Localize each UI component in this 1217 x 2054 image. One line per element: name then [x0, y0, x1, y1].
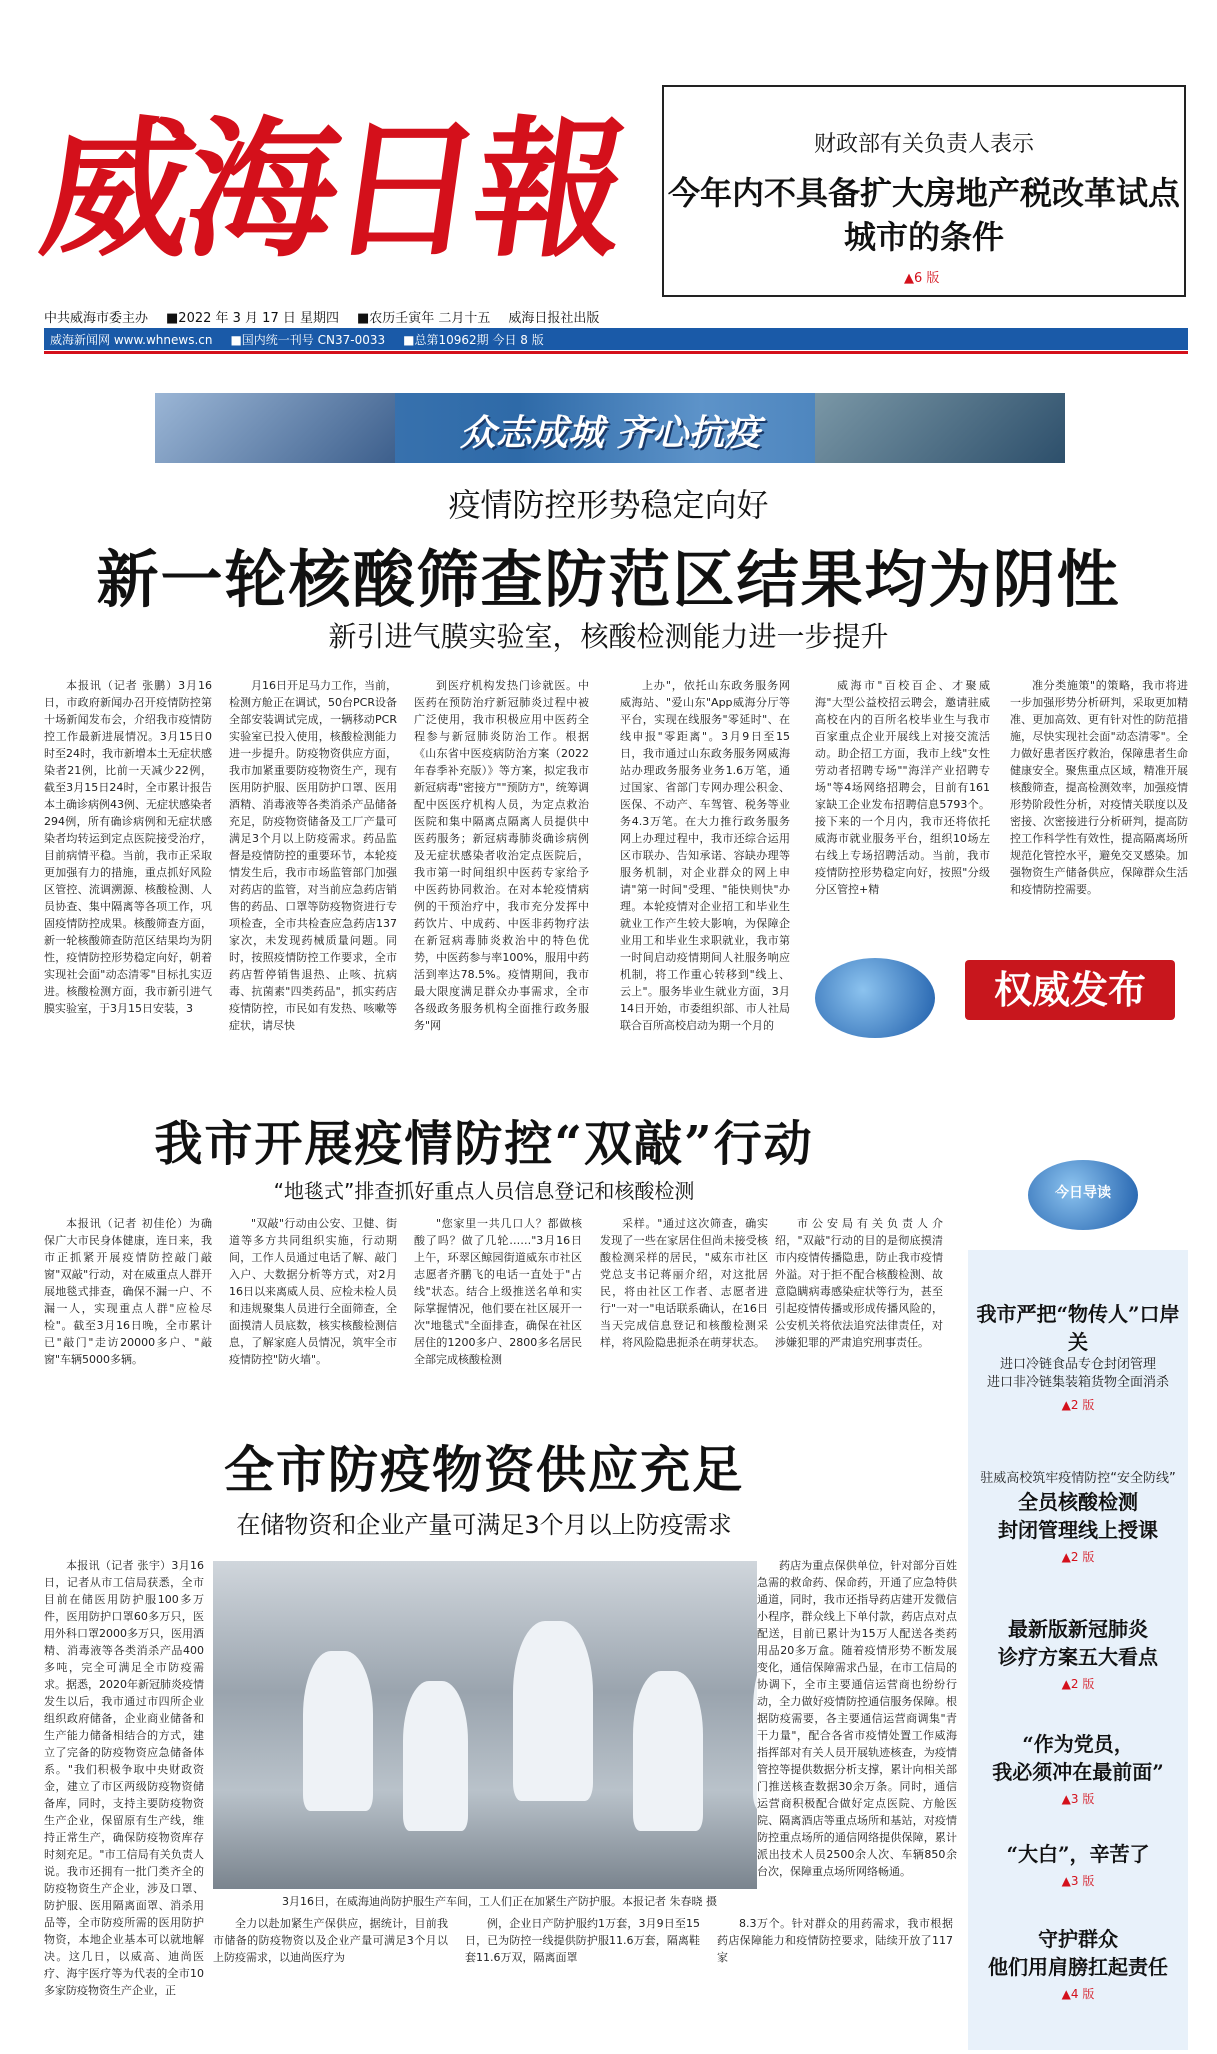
meta-row — [44, 305, 1188, 327]
meta-web[interactable]: 威海新闻网 www.whnews.cn — [50, 332, 213, 347]
sec3-bottom-1: 全力以赴加紧生产保供应，据统计，目前我市储备的防疫物资以及企业产量可满足3个月以上防疫需求，以迪尚医疗为 — [213, 1917, 448, 1964]
teaser-pre: 财政部有关负责人表示 — [813, 132, 1034, 157]
sec2-headline[interactable]: 我市开展疫情防控“双敲”行动 — [154, 1116, 814, 1172]
meta-issue: ■总第10962期 今日 8 版 — [403, 332, 544, 347]
guide-item-2[interactable]: 驻威高校筑牢疫情防控“安全防线” 全员核酸检测 封闭管理线上授课 ▲2 版 — [980, 1471, 1176, 1564]
globe-icon — [815, 958, 935, 1038]
lead-column-4: 上办"，依托山东政务服务网威海站、"爱山东"App威海分厅等平台，实现在线服务"零延时"、在线申报"零距离"。3月9日至15日，我市通过山东政务服务网威海站办理政务服务业务1.6万笔，通过国家、省部门专网办理公积金、医保、不动产、车驾管、税务等业务4.3万笔。在大力推行政务服务网上办理过程中，我市还综合运用区市联办、告知承诺、容缺办理等服务机制，对企业群众的网上申请"第一时间"受理、"能快则快"办理。本轮疫情对企业招工和毕业生就业工作产生较大影响，为保障企业用工和毕业生求职就业，我市第一时间启动疫情期间人社服务响应机制，将工作重心转移到"线上、云上"。服务毕业生就业方面，3月14日开始，市委组织部、市人社局联合百所高校启动为期一个月的 — [620, 679, 790, 1032]
guide-item-4[interactable]: “作为党员， 我必须冲在最前面” ▲3 版 — [992, 1732, 1164, 1806]
sec3-subheadline: 在储物资和企业产量可满足3个月以上防疫需求 — [236, 1511, 732, 1539]
photo-caption: 3月16日，在威海迪尚防护服生产车间，工人们正在加紧生产防护服。本报记者 朱春晓 摄 — [282, 1895, 717, 1908]
lead-column-6: 准分类施策"的策略，我市将进一步加强形势分析研判，采取更加精准、更加高效、更有针对性的防范措施，尽快实现社会面"动态清零"。全力做好患者医疗救治，保障患者生命健康安全。聚焦重点区域，精准开展核酸筛查，提高检测效率，加强疫情形势阶段性分析，对疫情关联度以及密接、次密接进行分析研判，提高防控工作科学性有效性，提高隔离场所规范化管控水平，避免交叉感染。加强物资生产储备供应，保障群众生活和疫情防控需要。 — [1010, 679, 1188, 896]
authority-release-graphic — [815, 938, 1185, 1048]
sec2-column-2: "双敲"行动由公安、卫健、街道等多方共同组织实施，行动期间，工作人员通过电话了解、敲门入户、大数据分析等方式，对2月16日以来离威人员、应检未检人员和违规聚集人员进行全面筛查，全面摸清人员底数，核实核酸检测信息，了解家庭人员情况，筑牢全市疫情防控"防火墙"。 — [229, 1217, 397, 1366]
guide-item-3[interactable]: 最新版新冠肺炎 诊疗方案五大看点 ▲2 版 — [998, 1617, 1158, 1691]
meta-owner: 中共威海市委主办 — [44, 310, 149, 326]
lead-headline[interactable]: 新一轮核酸筛查防范区结果均为阴性 — [96, 543, 1121, 616]
guide-label: 今日导读 — [1055, 1185, 1111, 1201]
teaser-page: ▲6 版 — [904, 271, 940, 286]
masthead-logo: 威海日報 — [31, 102, 633, 278]
meta-publisher: 威海日报社出版 — [508, 310, 600, 326]
meta-bar — [44, 328, 1188, 350]
sec2-column-3: "您家里一共几口人？都做核酸了吗？做了几轮……"3月16日上午，环翠区鲸园街道威东市社区志愿者齐鹏飞的电话一直处于"占线"状态。结合上级推送名单和实际掌握情况，他们要在社区展开一次"地毯式"全面排查，确保在社区居住的1200多户、2800多名居民全部完成核酸检测 — [414, 1217, 582, 1366]
lead-column-3: 到医疗机构发热门诊就医。中医药在预防治疗新冠肺炎过程中被广泛使用，我市积极应用中医药全程参与新冠肺炎防治工作。根据《山东省中医疫病防治方案（2022年春季补充版）》等方案，拟定我市新冠病毒"密接方""预防方"，统筹调配中医医疗机构人员，为定点救治医院和集中隔离点隔离人员提供中医药服务；新冠病毒肺炎确诊病例及无症状感染者收治定点医院后，我市第一时间组织中医药专家给予中医药协同救治。在对本轮疫情病例的干预治疗中，我市充分发挥中药饮片、中成药、中医非药物疗法在新冠病毒肺炎救治中的特色优势，中医药参与率100%，服用中药活到率达78.5%。疫情期间，我市最大限度满足群众办事需求，全市各级政务服务机构全面推行政务服务"网 — [414, 679, 589, 1032]
sec3-column-right: 药店为重点保供单位，针对部分百姓急需的救命药、保命药，开通了应急特供通道，同时，我市还指导药店建开发微信小程序，群众线上下单付款，药店点对点配送，目前已累计为15万人配送各类药用品20多万盒。随着疫情形势不断发展变化，通信保障需求凸显，在市工信局的协调下，全市主要通信运营商也纷纷行动，全力做好疫情防控通信服务保障。根据防疫需要，各主要通信运营商调集"青干力量"，配合各省市疫情处置工作威海指挥部对有关人员开展轨迹核查，为疫情管控等提供数据分析支撑，累计向相关部门推送核查数据30余万条。同时，通信运营商积极配合做好定点医院、方舱医院、隔离酒店等重点场所和基站，对疫情防控重点场所的通信网络提供保障，累计派出技术人员2500余人次、车辆850余台次，保障重点场所网络畅通。 — [757, 1557, 957, 1907]
sec3-bottom-3: 8.3万个。针对群众的用药需求，我市根据药店保障能力和疫情防控要求，陆续开放了117家 — [717, 1917, 953, 1964]
sec3-column-left: 本报讯（记者 张宇）3月16日，记者从市工信局获悉，全市目前在储医用防护服100多万件，医用防护口罩60多万只，医用外科口罩2000多万只，医用酒精、消毒液等各类消杀产品400多吨，完全可满足全市防疫需求。据悉，2020年新冠肺炎疫情发生以后，我市通过市四所企业组织政府储备，企业商业储备和生产能力储备相结合的方式，建立了完备的防疫物资应急储备体系。"我们积极争取中央财政资金，建立了市区两级防疫物资储备库，同时，支持主要防疫物资生产企业，保留原有生产线，维持正常生产，确保防疫物资库存时刻充足。"市工信局有关负责人说。我市还拥有一批门类齐全的防疫物资生产企业，涉及口罩、防护服、医用隔离面罩、消杀用品等，全市防疫所需的医用防护物资，本地企业基本可以就地解决。这几日，以威高、迪尚医疗、海宇医疗等为代表的全市10多家防疫物资生产企业，正 — [44, 1559, 204, 1997]
top-teaser[interactable] — [662, 85, 1186, 297]
sec2-subheadline: “地毯式”排查抓好重点人员信息登记和核酸检测 — [273, 1179, 695, 1203]
sec3-headline[interactable]: 全市防疫物资供应充足 — [224, 1440, 744, 1499]
today-guide-sidebar — [968, 1150, 1188, 2050]
guide-illustration — [968, 1110, 1188, 1250]
sec2-headline-wrap — [44, 1105, 924, 1174]
banner-text: 众志成城 齐心抗疫 — [459, 413, 761, 454]
teaser-headline: 今年内不具备扩大房地产税改革试点城市的条件 — [667, 174, 1180, 256]
guide-item-6[interactable]: 守护群众 他们用肩膀扛起责任 ▲4 版 — [988, 1927, 1168, 2001]
guide-item-5[interactable]: “大白”，辛苦了 ▲3 版 — [1006, 1842, 1150, 1888]
campaign-banner — [155, 393, 1065, 463]
lead-column-5: 威海市"百校百企、才聚威海"大型公益校招云聘会，邀请驻威高校在内的百所名校毕业生与我市百家重点企业开展线上对接交流活动。助企招工方面，我市上线"女性劳动者招聘专场""海洋产业招聘专场"等4场网络招聘会，目前有161家缺工企业发布招聘信息5793个。接下来的一个月内，我市还将依托威海市就业服务平台，组织10场左右线上专场招聘活动。当前，我市疫情防控形势稳定向好，按照"分级分区管控+精 — [815, 679, 990, 896]
meta-lunar: ■农历壬寅年 二月十五 — [357, 310, 491, 326]
guide-item-1[interactable]: 我市严把“物传人”口岸关 进口冷链食品专仓封闭管理 进口非冷链集装箱货物全面消杀 ▲2 版 — [976, 1302, 1180, 1412]
divider — [44, 351, 1188, 354]
sec3-bottom-2: 例，企业日产防护服约1万套，3月9日至15日，已为防控一线提供防护服11.6万套，隔离鞋套11.6万双，隔离面罩 — [465, 1917, 700, 1964]
authority-label: 权威发布 — [965, 960, 1175, 1020]
lead-column-1: 本报讯（记者 张鹏）3月16日，市政府新闻办召开疫情防控第十场新闻发布会，介绍我市疫情防控工作最新进展情况。3月15日0时至24时，我市新增本土无症状感染者21例，比前一天减少22例，截至3月15日24时，全市累计报告本土确诊病例43例、无症状感染者294例，所有确诊病例和无症状感染者均转运到定点医院接受治疗，目前病情平稳。当前，我市正采取更加强有力的措施，重点抓好风险区管控、流调溯源、核酸检测、人员协查、集中隔离等各项工作，巩固疫情防控成果。核酸筛查方面，新一轮核酸筛查防范区结果均为阴性，疫情防控形势稳定向好，朝着实现社会面"动态清零"目标扎实迈进。核酸检测方面，我市新引进气膜实验室，于3月15日安装，3 — [44, 679, 212, 1015]
lead-column-2: 月16日开足马力工作，当前，检测方舱正在调试，50台PCR设备全部安装调试完成，一辆移动PCR实验室已投入使用，核酸检测能力进一步提升。防疫物资供应方面，我市加紧重要防疫物资生产，现有医用防护服、医用防护口罩、医用酒精、消毒液等各类消杀产品储备充足，防疫物资储备及工厂产量可满足3个月以上防疫需求。药品监督是疫情防控的重要环节，本轮疫情发生后，我市市场监管部门加强对药店的监管，对当前应急药店销售的药品、口罩等防疫物资进行专项检查，全市共检查应急药店137家次，未发现药械质量问题。同时，按照疫情防控工作要求，全市药店暂停销售退热、止咳、抗病毒、抗菌素"四类药品"，抓实药店疫情防控，市民如有发热、咳嗽等症状，请尽快 — [229, 679, 397, 1032]
meta-date: ■2022 年 3 月 17 日 星期四 — [166, 310, 339, 326]
sec2-column-1: 本报讯（记者 初佳伦）为确保广大市民身体健康，连日来，我市正抓紧开展疫情防控敲门敲窗"双敲"行动，对在威重点人群开展地毯式排查，确保不漏一户、不漏一人，实现重点人群"应检尽检"。截至3月16日晚，全市累计已"敲门"走访20000多户、"敲窗"车辆5000多辆。 — [44, 1217, 212, 1366]
sec2-column-5: 市公安局有关负责人介绍，"双敲"行动的目的是彻底摸清市内疫情传播隐患，防止我市疫情外溢。对于拒不配合核酸检测、故意隐瞒病毒感染症状等行为，甚至引起疫情传播或形成传播风险的，公安机关将依法追究法律责任，对涉嫌犯罪的严肃追究刑事责任。 — [775, 1217, 943, 1349]
meta-issn: ■国内统一刊号 CN37-0033 — [230, 332, 386, 347]
lead-kicker: 疫情防控形势稳定向好 — [448, 486, 769, 524]
sec2-column-4: 采样。"通过这次筛查，确实发现了一些在家居住但尚未接受核酸检测采样的居民，"威东市社区党总支书记蒋丽介绍，对这批居民，将由社区工作者、志愿者进行"一对一"电话联系确认，在16日当天完成信息登记和核酸检测采样，将风险隐患扼杀在萌芽状态。 — [600, 1217, 768, 1349]
lead-subheadline: 新引进气膜实验室，核酸检测能力进一步提升 — [328, 620, 889, 653]
